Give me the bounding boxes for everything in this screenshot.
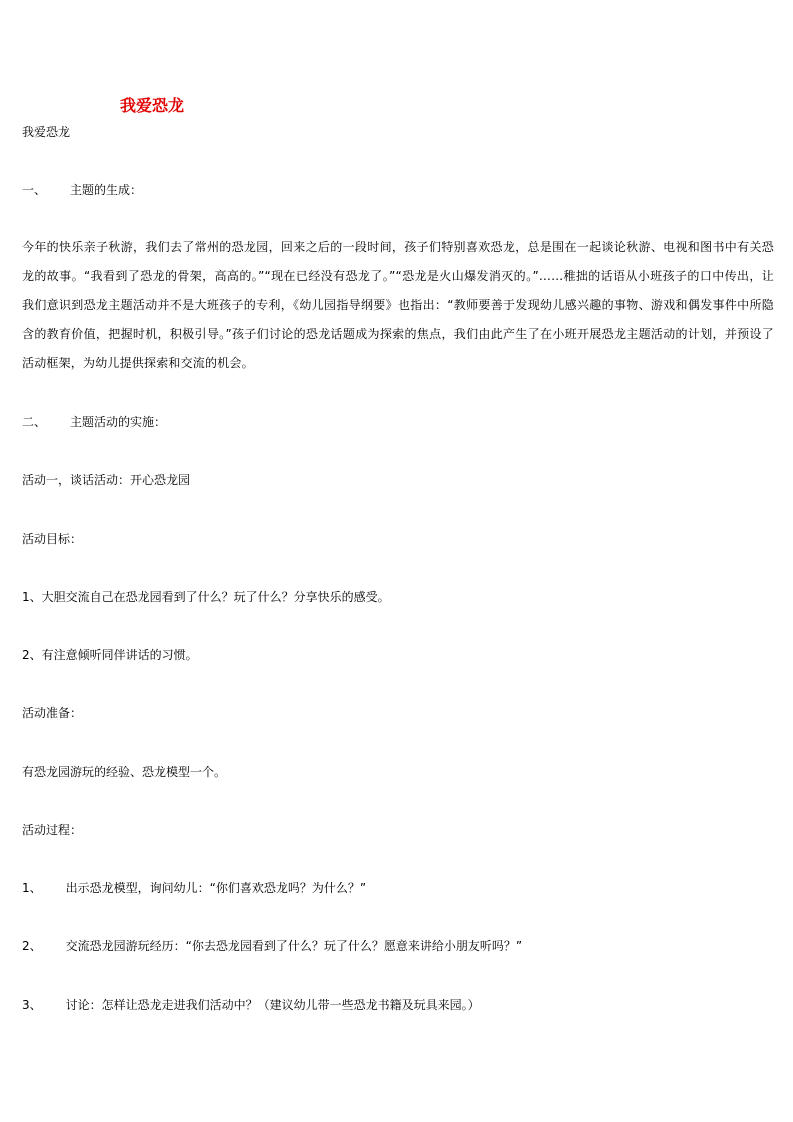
subtitle: 我爱恐龙 bbox=[22, 125, 71, 139]
goals-label: 活动目标： bbox=[22, 532, 83, 546]
activity-1-title: 活动一，谈话活动：开心恐龙园 bbox=[22, 473, 191, 487]
process-step-number: 1、 bbox=[22, 881, 42, 895]
section-1-heading bbox=[22, 182, 142, 198]
prep-text: 有恐龙园游玩的经验、恐龙模型一个。 bbox=[22, 765, 227, 779]
section-2-title: 主题活动的实施： bbox=[70, 415, 167, 429]
section-2-number: 二、 bbox=[22, 415, 47, 429]
process-label: 活动过程： bbox=[22, 823, 83, 837]
process-step-number: 3、 bbox=[22, 998, 42, 1012]
goal-2: 2、有注意倾听同伴讲话的习惯。 bbox=[22, 648, 198, 662]
process-step bbox=[22, 997, 480, 1013]
prep-label: 活动准备： bbox=[22, 706, 83, 720]
process-step-number: 2、 bbox=[22, 939, 42, 953]
process-step bbox=[22, 938, 522, 954]
process-step-text: 出示恐龙模型，询问幼儿：“你们喜欢恐龙吗？为什么？” bbox=[65, 881, 367, 895]
document-title: 我爱恐龙 bbox=[120, 96, 185, 115]
section-1-number: 一、 bbox=[22, 183, 47, 197]
process-step-text: 交流恐龙园游玩经历：“你去恐龙园看到了什么？玩了什么？愿意来讲给小朋友听吗？” bbox=[65, 939, 523, 953]
section-2-heading bbox=[22, 414, 166, 430]
goal-1: 1、大胆交流自己在恐龙园看到了什么？玩了什么？分享快乐的感受。 bbox=[22, 590, 390, 604]
process-step-text: 讨论：怎样让恐龙走进我们活动中？（建议幼儿带一些恐龙书籍及玩具来园。） bbox=[65, 998, 480, 1012]
section-1-title: 主题的生成： bbox=[70, 183, 143, 197]
process-step bbox=[22, 880, 366, 896]
intro-paragraph: 今年的快乐亲子秋游，我们去了常州的恐龙园，回来之后的一段时间，孩子们特别喜欢恐龙，总是围在一起谈论秋游、电视和图书中有关恐龙的故事。“我看到了恐龙的骨架，高高的。”“现在已经没有恐龙了。”“恐龙是火山爆发消灭的。”……稚拙的话语从小班孩子的口中传出，让我们意识到恐龙主题活动并不是大班孩子的专利，《幼儿园指导纲要》也指出：“教师要善于发现幼儿感兴趣的事物、游戏和偶发事件中所隐含的教育价值，把握时机，积极引导。”孩子们讨论的恐龙话题成为探索的焦点，我们由此产生了在小班开展恐龙主题活动的计划，并预设了活动框架，为幼儿提供探索和交流的机会。 bbox=[22, 240, 774, 370]
